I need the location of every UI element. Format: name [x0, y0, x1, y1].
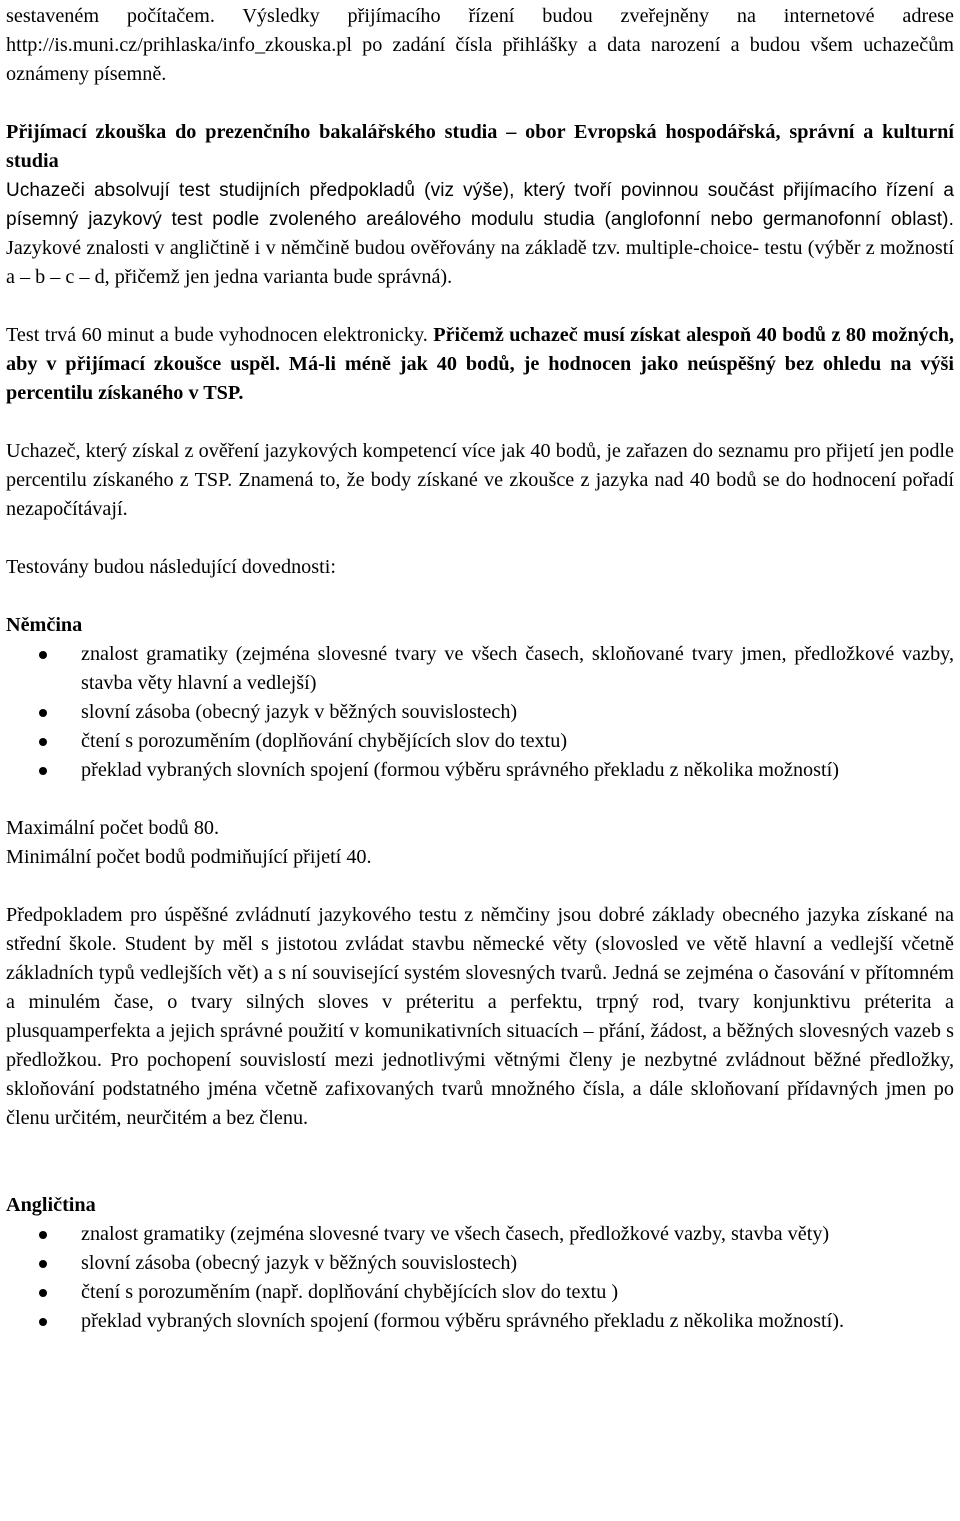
- list-item: čtení s porozuměním (doplňování chybějících slov do textu): [6, 727, 954, 756]
- skills-intro: Testovány budou následující dovednosti:: [6, 556, 336, 578]
- intro-paragraph: sestaveném počítačem. Výsledky přijímacího řízení budou zveřejněny na internetové adrese http://is.muni.cz/prihlaska/info_zkouska.pl po zadání čísla přihlášky a data narození a budou všem uchazečům oznámeny písemně.: [6, 5, 954, 85]
- list-item: znalost gramatiky (zejména slovesné tvary ve všech časech, předložkové vazby, stavba věty): [6, 1220, 954, 1249]
- german-prerequisites: Předpokladem pro úspěšné zvládnutí jazykového testu z němčiny jsou dobré základy obecného jazyka získané na střední škole. Student by měl s jistotou zvládat stavbu německé věty (slovosled ve větě hlavní a vedlejší včetně základních typů vedlejších vět) a s ní související systém slovesných tvarů. Jedná se zejména o časování v přítomném a minulém čase, o tvary silných sloves v préteritu a perfektu, trpný rod, tvary konjunktivu préterita a plusquamperfekta a jejich správné použití v komunikativních situacích – přání, žádost, a běžných slovesných vazeb s předložkou. Pro pochopení souvislostí mezi jednotlivými větnými členy je nezbytné zvládnout běžné předložky, skloňování podstatného jména včetně zafixovaných tvarů množného čísla, a dále skloňovaní přídavných jmen po členu určitém, neurčitém a bez členu.: [6, 904, 954, 1129]
- list-item: slovní zásoba (obecný jazyk v běžných souvislostech): [6, 698, 954, 727]
- list-item: čtení s porozuměním (např. doplňování chybějících slov do textu ): [6, 1278, 954, 1307]
- exam-heading: Přijímací zkouška do prezenčního bakalářského studia – obor Evropská hospodářská, správní a kulturní studia: [6, 121, 954, 172]
- list-item: znalost gramatiky (zejména slovesné tvary ve všech časech, skloňované tvary jmen, předložkové vazby, stavba věty hlavní a vedlejší): [6, 640, 954, 698]
- english-skill-list: [6, 1220, 954, 1336]
- list-item: překlad vybraných slovních spojení (formou výběru správného překladu z několika možností): [6, 756, 954, 785]
- english-title: Angličtina: [6, 1194, 96, 1216]
- bullet-icon: [39, 651, 47, 659]
- german-min-points: Minimální počet bodů podmiňující přijetí 40.: [6, 846, 372, 868]
- german-max-points: Maximální počet bodů 80.: [6, 817, 220, 839]
- bullet-icon: [39, 738, 47, 746]
- bullet-icon: [39, 767, 47, 775]
- bullet-icon: [39, 1260, 47, 1268]
- german-title: Němčina: [6, 614, 83, 636]
- list-item: slovní zásoba (obecný jazyk v běžných souvislostech): [6, 1249, 954, 1278]
- ranking-paragraph: Uchazeč, který získal z ověření jazykových kompetencí více jak 40 bodů, je zařazen do seznamu pro přijetí jen podle percentilu získaného z TSP. Znamená to, že body získané ve zkoušce z jazyka nad 40 bodů se do hodnocení pořadí nezapočítávají.: [6, 440, 954, 520]
- scoring-paragraph: Test trvá 60 minut a bude vyhodnocen elektronicky. Přičemž uchazeč musí získat alespoň 40 bodů z 80 možných, aby v přijímací zkoušce uspěl. Má-li méně jak 40 bodů, je hodnocen jako neúspěšný bez ohledu na výši percentilu získaného v TSP.: [6, 324, 954, 404]
- exam-description: Uchazeči absolvují test studijních předpokladů (viz výše), který tvoří povinnou součást přijímacího řízení a písemný jazykový test podle zvoleného areálového modulu studia (anglofonní nebo germanofonní oblast). Jazykové znalosti v angličtině i v němčině budou ověřovány na základě tzv. multiple-choice- testu (výběr z možností a – b – c – d, přičemž jen jedna varianta bude správná).: [6, 180, 954, 288]
- bullet-icon: [39, 1289, 47, 1297]
- bullet-icon: [39, 709, 47, 717]
- list-item: překlad vybraných slovních spojení (formou výběru správného překladu z několika možností).: [6, 1307, 954, 1336]
- bullet-icon: [39, 1231, 47, 1239]
- bullet-icon: [39, 1318, 47, 1326]
- german-skill-list: [6, 640, 954, 785]
